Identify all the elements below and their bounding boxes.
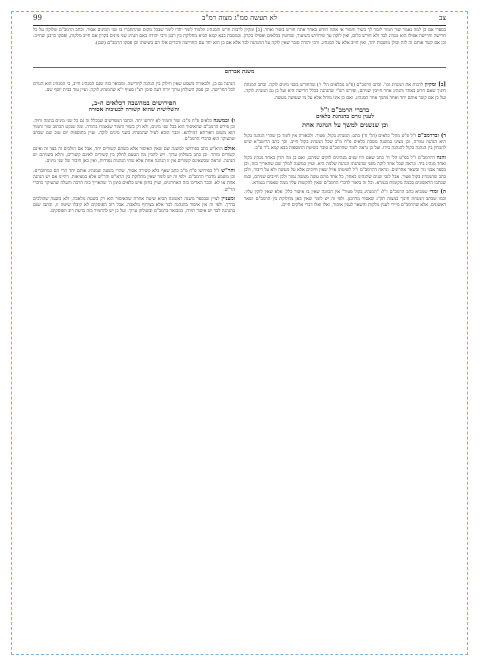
- left-heading: [33, 99, 235, 114]
- right-para-4-text: שמביא כתב הרמב"ם ז"ל: "המנהיג בקול פטור" אין הכוונה שאין בו איסור כלל, אלא שאין לוקין עליו. וכמו שכתב המנחת חינוך במצוה תק"נ שאסור מדרבנן. ולפי זה יש לומר שאין כאן מחלוקת בין הרמב"ם ושאר ראשונים, אלא שהרמב"ם מיירי לענין מלקות והשאר לענין איסור, ואלו ואלו דברי אלקים חיים.: [244, 190, 446, 208]
- running-title: לא תעשה סמ"ג מצוה רמ"ב: [201, 14, 278, 22]
- right-para-4-lead: ה) ומדי: [429, 189, 446, 196]
- page-number-left: 99: [33, 14, 42, 22]
- right-para-2: [244, 133, 446, 153]
- right-para-1: [244, 82, 446, 102]
- left-para-0: הנהגה גם כן, ולכאורה משמע שאין חילוק בין הנהגה לחרישה. ומבואר בזה שגם המנהיג חייב, כי המנהיג הוא הגורם לכל החרישה. וכן פסק השולחן ערוך יורה דעה סימן רצ"ז סעיף י"א שהמנהיג לוקה. ועיין עוד בבית יוסף שם.: [33, 82, 235, 94]
- left-para-4-lead: ומעניין: [221, 195, 236, 202]
- left-heading-line-1: הפירושים במהשבה דכלאים ה-ב,: [91, 98, 177, 107]
- right-heading-line-1: בדברי הרמב"ם ז"ל: [320, 105, 370, 114]
- page-header: [33, 12, 446, 26]
- left-para-1: [33, 118, 235, 144]
- page-number-right: צב: [438, 14, 446, 22]
- left-para-1-text: כלאים פ"ח מ"ב: שור וחמור לא יחרשו יחד. וכתבו המפרשים שבכלל זה גם כל שני מינים בהמה וחיה. וכן פירש הרמב"ם שהאיסור הוא בכל שני מינים, ולא רק בשור וחמור שנאמרו בתורה. ומה שנקט הכתוב שור וחמור הוא משום דאורחא דמילתא. וכבר הובא לעיל שהמנהיג בשני מינים לוקה. ועיין בתוספות יום טוב שם שכתב שהעיקר הוא כדברי הרמב"ם.: [33, 118, 235, 143]
- right-para-3-text: דהרמב"ם ז"ל בפ"ט הל' ח' כתב שאם היו שנים מנהיגים לוקים שניהם, ואם כן מה הדין באחד מנהיג בקול ואחד מנהיג ביד. ונראה שכל אחד לוקה מפני שהנהגתו הנהגה שלמה היא. ועיין במשנה למלך שם שהאריך בזה, וכן בספר אבני נזר ובשאר אחרונים. ונראה דהרמב"ם ז"ל לשיטתו אזיל שאין חייבים אלא על מעשה ולא על דיבור, ולכן כתב שהמנהיג בקול פטור. אבל לגבי שנים שהנהיגו כאחד, כל אחד מהם עשה מעשה גמור ולכן חייבים שניהם, וכמו שכתבו הראשונים בכמה מקומות בגמרא. וכל זה ביאור לדברי הרמב"ם שאין להקשות עליו ממה שאמרו בגמרא.: [244, 155, 446, 186]
- right-para-3: [244, 155, 446, 187]
- right-heading: [244, 106, 446, 129]
- left-para-1-lead: ו) ובמשנה: [213, 117, 235, 124]
- left-para-4-text: לציין שבספר משנה ראשונה הביא שיטה אחרת שהאיסור הוא רק בשעת מלאכה, ולא בשעה שהולכים בדרך. ולפי זה אין איסור בהנהגה לבד אלא בצירוף מלאכה. אבל רוב הפוסקים לא קיבלו שיטה זו, וכתבו שגם בהנהגה לבד יש איסור תורה, כמבואר ברמב"ם ובשולחן ערוך. ועל כן יש להחמיר בזה כדעת רוב הפוסקים.: [33, 196, 235, 215]
- section-divider: [33, 67, 446, 68]
- left-para-3: [33, 168, 235, 194]
- left-column: [33, 82, 235, 218]
- left-para-2-text: הרא"ש כתב בפירושו למשנה שם שאין האיסור אלא כשהם קשורים יחד, אבל אם הולכים זה בצד זה ואינם קשורים מותר. וכן כתב בשולחן ערוך. ויש להבין מה הטעם לחלק בין קשורים לאינם קשורים, והלא בשניהם יש הנהגה. ונראה שכשאינם קשורים אין זו הנהגה אחת אלא שתי הנהגות נפרדות, ואין כאן חיבור של שני מינים.: [33, 146, 235, 165]
- right-para-1-text: לרבות את המנהיג וכו'. וכתב הרמב"ם (פ"ט מכלאים הל' ז') שהחורש בשני מינים לוקה. וכתב המנחת חינוך שאם חרש באחד והנהיג אחר חייבין שניהם, ופירש רש"י שהנהגה בכלל חרישה היא ועל כן גם המנהיג לוקה. ועל כן אם קשר אותם יחד ואחד מושך אחר המנהיג, ואם כן אינו מוחל אלא על מי שעושה מעשה.: [244, 83, 446, 101]
- left-para-3-lead: והר"ש: [221, 167, 235, 174]
- right-para-2-text: ז"ל פ"ט מהל' כלאים (הל' ח') כתב: המנהיג בקול, פטור. ולכאורה אין לומר כן שהרי הנהגה בקול היא הנהגה גמורה, וכן מצינו במשנה מסכת כלאים פ"ח מ"ב שכל המנהיג בקול חייב. וכך כתב הריטב"א שיש להבחין בין הנהגה בקול להנהגה בידו. ועל כן נראה לומר שהרמב"ם סובר כשיטת התוספות בבא קמא נ"ד ע"ב.: [244, 133, 446, 152]
- top-paragraph: [33, 28, 446, 49]
- top-paragraph-text: בספרי אם כן למה נאמר שור חמור לומר לך בשור וחמור אי אתה חורש באחר אתה חורש בשור ואחר. [ב] ומקיון לרבות חרש והמנהיג תלמוד לומר יחדו לומר שבכל מקום שהתחברו בו שני המינים אסור. וכתב הרמב"ם שלוקה על כל חרישה וחרישה אפילו הוא מנהיג לבד ולא חורש כלום, ואין לוקה עד שיחרוש כשיעור, שוחטין בכלאים ואפילו בקרון. ובמסכת בבא קמא הביא מחלוקת בין רבנן ורבי יהודה באם הנהיג שני מינים בקרון אם חייב מלקות, ופסקו כרבנן שחייב. וכן אם קשר אותם זה לזה וכולן מושכות יחד, ואין חייב אלא על המנהיג. ורבי יהודה סובר שאין לוקה על ההנהגה לבד אלא אם כן הוא יחד עם החרישה ודברים אלו הם בשיטתו וכן פסקו הרמב"ם (שם).: [33, 28, 446, 46]
- right-para-1-lead: [ב] ומקיון: [424, 82, 446, 88]
- left-para-2-lead: אולם: [224, 145, 235, 152]
- section-title: משנת אברהם: [224, 69, 255, 75]
- left-para-2: [33, 146, 235, 166]
- right-para-3-lead: והנה: [436, 154, 447, 161]
- right-heading-line-2: לענין גורם בהנהגת כלאים: [316, 113, 374, 120]
- right-column: [244, 82, 446, 211]
- left-para-3-text: ז"ל בפירושו פ"ח מ"ב כתב שאף בלא קשירה אסור, שהרי בשעה שמנהיג אותם יחד הרי הם כמחוברים. וכן משמע מדברי הרמב"ם. ולפי זה יש לומר שאין מחלוקת בין הרא"ש והר"ש אלא במציאות, דהיינו אם יש הנהגה אחת או לא. וכבר האריכו בזה האחרונים, ועיין בחזון איש כלאים סימן ה' שהאריך בזה הרבה והעלה שהעיקר כדברי הר"ש.: [33, 168, 235, 193]
- header-rule: [33, 25, 446, 26]
- left-para-4: [33, 196, 235, 216]
- right-para-4: [244, 189, 446, 209]
- right-heading-line-3: וכן שנשנים למשך על הנהגה אחת: [302, 120, 388, 129]
- left-heading-line-2: והשלישית שהוא קשורה לבעיבות אסורה: [88, 106, 180, 113]
- right-para-2-lead: ד) ובדרמב"ם: [417, 132, 446, 139]
